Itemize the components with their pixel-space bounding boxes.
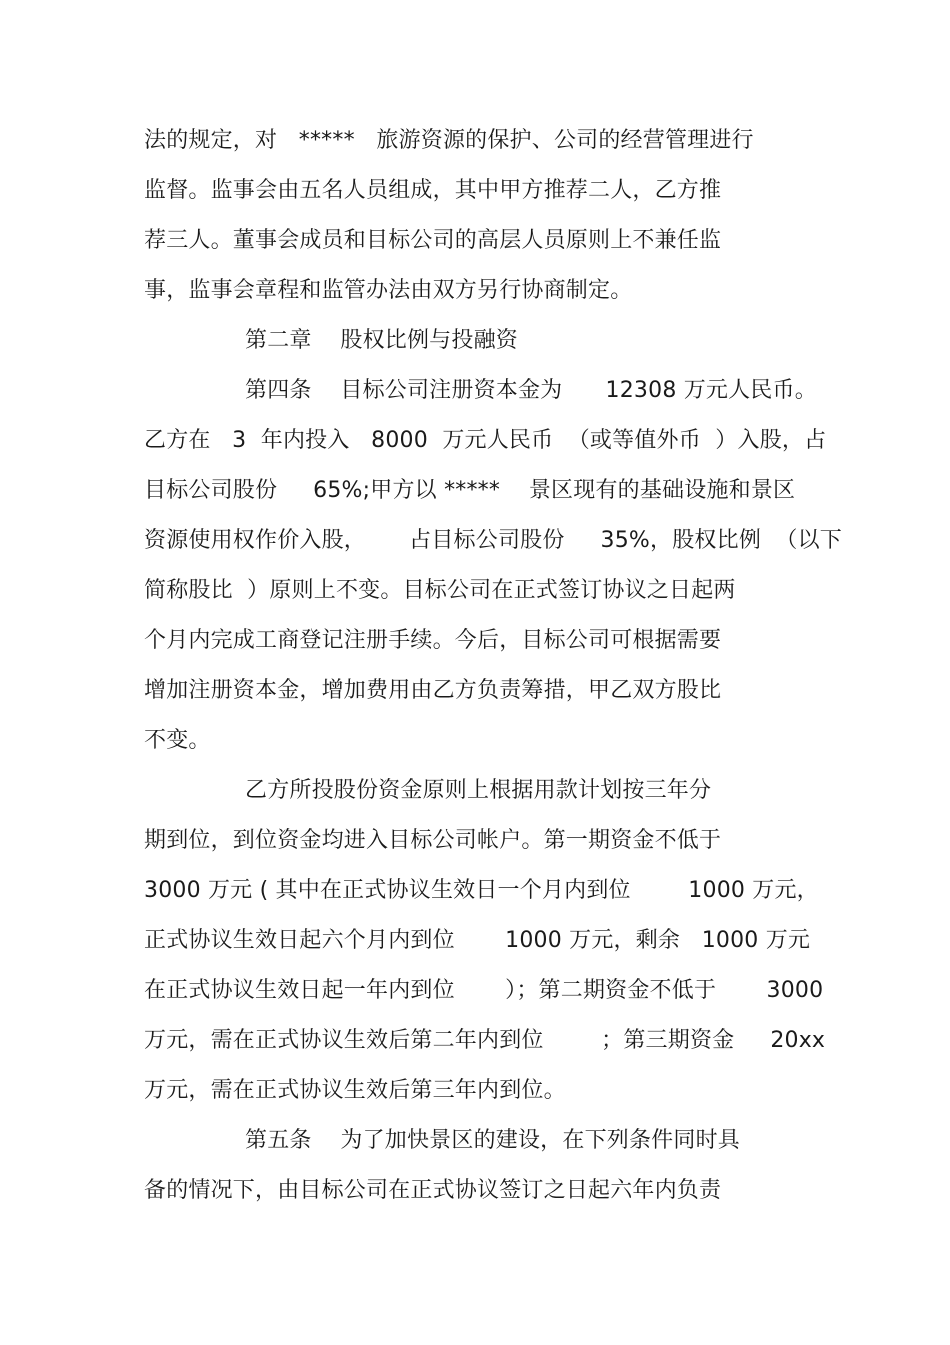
- text-line: 不变。: [144, 728, 211, 753]
- text-line: 目标公司股份 65%;甲方以 ***** 景区现有的基础设施和景区: [144, 478, 796, 503]
- chapter-heading: 第二章 股权比例与投融资: [245, 328, 518, 353]
- text-line: 万元，需在正式协议生效后第三年内到位。: [144, 1078, 566, 1103]
- text-line: 资源使用权作价入股， 占目标公司股份 35%，股权比例 （以下: [144, 528, 843, 553]
- article-paragraph-start: 第四条 目标公司注册资本金为 12308 万元人民币。: [245, 378, 817, 403]
- article-paragraph-start: 第五条 为了加快景区的建设，在下列条件同时具: [245, 1128, 740, 1153]
- text-line: 3000 万元 ( 其中在正式协议生效日一个月内到位 1000 万元，: [144, 878, 819, 903]
- text-line: 个月内完成工商登记注册手续。今后，目标公司可根据需要: [144, 628, 722, 653]
- text-line: 法的规定，对 ***** 旅游资源的保护、公司的经营管理进行: [144, 128, 754, 153]
- text-line: 简称股比 ）原则上不变。目标公司在正式签订协议之日起两: [144, 578, 736, 603]
- paragraph-start: 乙方所投股份资金原则上根据用款计划按三年分: [245, 778, 712, 803]
- text-line: 监督。监事会由五名人员组成，其中甲方推荐二人，乙方推: [144, 178, 722, 203]
- text-line: 增加注册资本金，增加费用由乙方负责筹措，甲乙双方股比: [144, 678, 722, 703]
- text-line: 在正式协议生效日起一年内到位 ）；第二期资金不低于 3000: [144, 978, 824, 1003]
- text-line: 正式协议生效日起六个月内到位 1000 万元，剩余 1000 万元: [144, 928, 811, 953]
- text-line: 万元，需在正式协议生效后第二年内到位 ；第三期资金 20xx: [144, 1028, 826, 1053]
- text-line: 事，监事会章程和监管办法由双方另行协商制定。: [144, 278, 633, 303]
- text-line: 乙方在 3 年内投入 8000 万元人民币 （或等值外币 ）入股，占: [144, 428, 827, 453]
- text-line: 备的情况下，由目标公司在正式协议签订之日起六年内负责: [144, 1178, 722, 1203]
- text-line: 期到位，到位资金均进入目标公司帐户。第一期资金不低于: [144, 828, 722, 853]
- text-line: 荐三人。董事会成员和目标公司的高层人员原则上不兼任监: [144, 228, 722, 253]
